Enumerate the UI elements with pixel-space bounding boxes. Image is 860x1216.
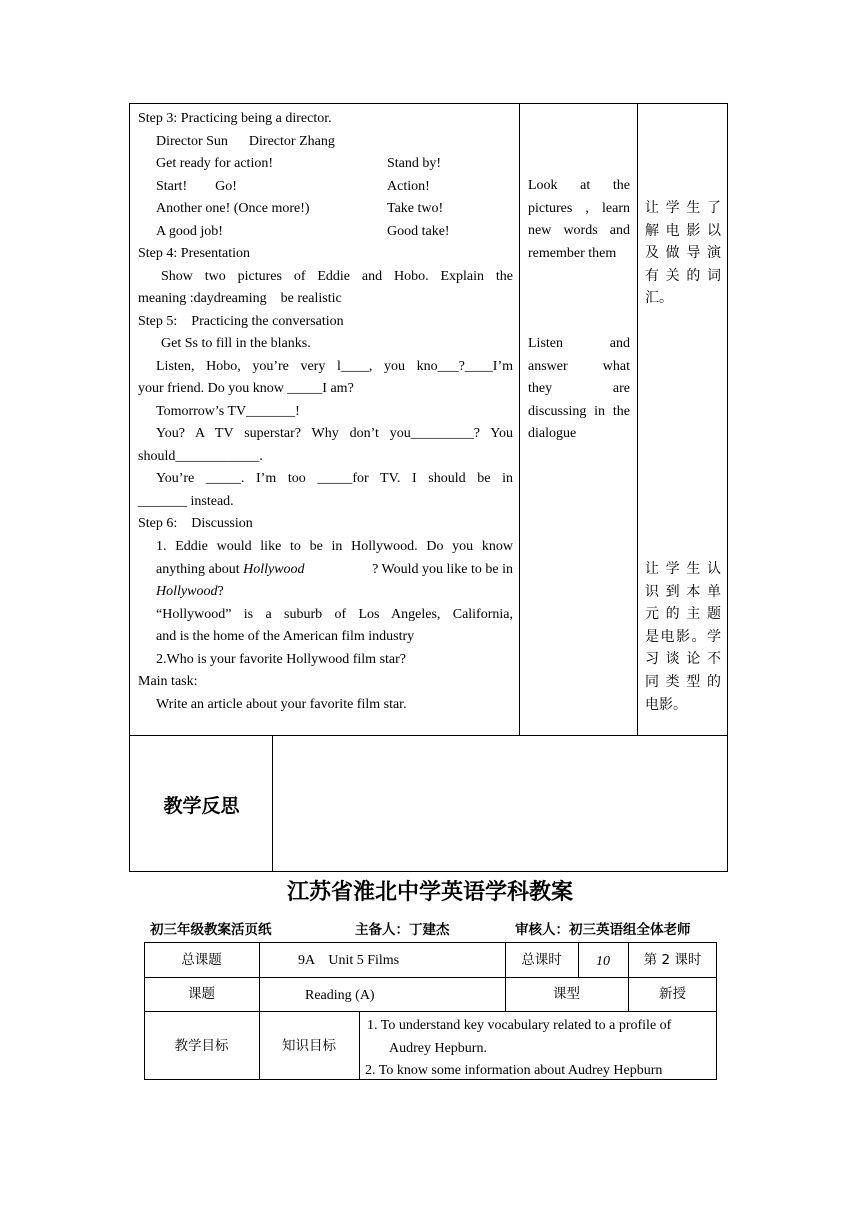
column-divider [637, 103, 638, 736]
objectives-label: 教学目标 [174, 1037, 229, 1054]
activity-line: pictures , learn [528, 200, 630, 216]
general-topic: 9A Unit 5 Films [298, 953, 400, 968]
dialogue-line: Tomorrow’s TV_______! [156, 404, 300, 419]
step5-title: Step 5: Practicing the conversation [138, 314, 344, 329]
aim-line: 习谈论不 [645, 651, 721, 668]
preparer: 主备人：丁建杰 [355, 922, 450, 938]
dialogue-line: Listen, Hobo, you’re very l____, you kno___?____I’m [156, 359, 513, 374]
school-title: 江苏省淮北中学英语学科教案 [286, 880, 573, 905]
aim-block [645, 558, 721, 716]
dialogue-line: You’re _____. I’m too _____for TV. I should be in [156, 471, 513, 486]
main-task-title: Main task: [138, 674, 198, 689]
discussion-text: anything about Hollywood [156, 562, 305, 577]
phrase-left: A good job! [156, 224, 223, 239]
activity-line: discussing in the [528, 403, 630, 419]
dialogue-line: your friend. Do you know _____I am? [138, 381, 354, 396]
aim-line: 元的主题 [645, 606, 721, 623]
activity-line: Listen and [528, 336, 630, 351]
knowledge-label: 知识目标 [282, 1037, 336, 1054]
column-divider [519, 103, 520, 736]
topic-label: 课题 [188, 986, 215, 1002]
aim-line: 有关的词 [645, 267, 721, 284]
phrase-right: Action! [387, 179, 430, 194]
phrase-right: Take two! [387, 201, 444, 216]
objective-line: 2. To know some information about Audrey Hepburn [365, 1063, 663, 1078]
reviewer: 审核人：初三英语组全体老师 [515, 922, 691, 938]
discussion-question: 2.Who is your favorite Hollywood film star? [156, 652, 407, 667]
objective-line: 1. To understand key vocabulary related to a profile of [367, 1018, 672, 1033]
step4-line: Show two pictures of Eddie and Hobo. Explain the [161, 269, 513, 284]
column-divider [359, 1011, 360, 1080]
hollywood-note: “Hollywood” is a suburb of Los Angeles, California, [156, 607, 513, 622]
phrase-right: Good take! [387, 224, 450, 239]
lesson-type: 新授 [659, 986, 686, 1002]
topic: Reading (A) [305, 988, 375, 1003]
discussion-line [156, 559, 513, 581]
main-task: Write an article about your favorite film star. [156, 697, 407, 712]
type-label: 课型 [553, 986, 580, 1002]
phrase-right: Stand by! [387, 156, 442, 171]
step6-title: Step 6: Discussion [138, 516, 253, 531]
phrase-left: Another one! (Once more!) [156, 201, 310, 216]
activity-line: they are [528, 381, 630, 397]
aim-line: 同类型的 [645, 673, 721, 690]
grade-label: 初三年级教案活页纸 [150, 922, 272, 938]
activity-line: new words and [528, 223, 630, 239]
activity-line: answer what [528, 358, 630, 374]
student-activity-block [528, 175, 630, 265]
student-activity-block [528, 333, 630, 446]
discussion-text: ? Would you like to be in [372, 562, 513, 577]
step3-title: Step 3: Practicing being a director. [138, 111, 332, 126]
discussion-line: 1. Eddie would like to be in Hollywood. Do you know [156, 539, 513, 554]
dialogue-line: You? A TV superstar? Why don’t you_________? You [156, 426, 513, 441]
step4-line: meaning :daydreaming be realistic [138, 291, 342, 306]
activity-line: dialogue [528, 426, 577, 442]
directors-line: Director Sun Director Zhang [156, 134, 335, 149]
row-divider [129, 735, 728, 736]
aim-line: 及做导演 [645, 245, 721, 262]
dialogue-line: _______ instead. [138, 494, 234, 509]
hollywood-note: and is the home of the American film industry [156, 629, 415, 644]
aim-line: 解电影以 [645, 222, 721, 239]
aim-line: 是电影。学 [645, 628, 721, 645]
phrase-left: Start! Go! [156, 179, 237, 194]
phrase-left: Get ready for action! [156, 156, 273, 171]
aim-line: 汇。 [645, 290, 673, 307]
total-periods: 10 [596, 953, 610, 969]
aim-line: 识到本单 [645, 583, 721, 600]
aim-line: 电影。 [645, 696, 687, 713]
total-periods-label: 总课时 [521, 951, 562, 968]
activity-line: remember them [528, 245, 617, 261]
objective-line: Audrey Hepburn. [389, 1041, 487, 1056]
aim-block [645, 197, 721, 310]
activity-line: Look at the [528, 178, 630, 193]
reflection-label: 教学反思 [163, 794, 240, 817]
period-number: 第 2 课时 [643, 951, 702, 968]
general-topic-label: 总课题 [181, 951, 222, 968]
dialogue-line: should____________. [138, 449, 263, 464]
aim-line: 让学生认 [645, 561, 721, 577]
aim-line: 让学生了 [645, 200, 721, 216]
step4-title: Step 4: Presentation [138, 246, 250, 261]
discussion-line: Hollywood? [156, 584, 224, 599]
step5-instruction: Get Ss to fill in the blanks. [161, 336, 311, 351]
